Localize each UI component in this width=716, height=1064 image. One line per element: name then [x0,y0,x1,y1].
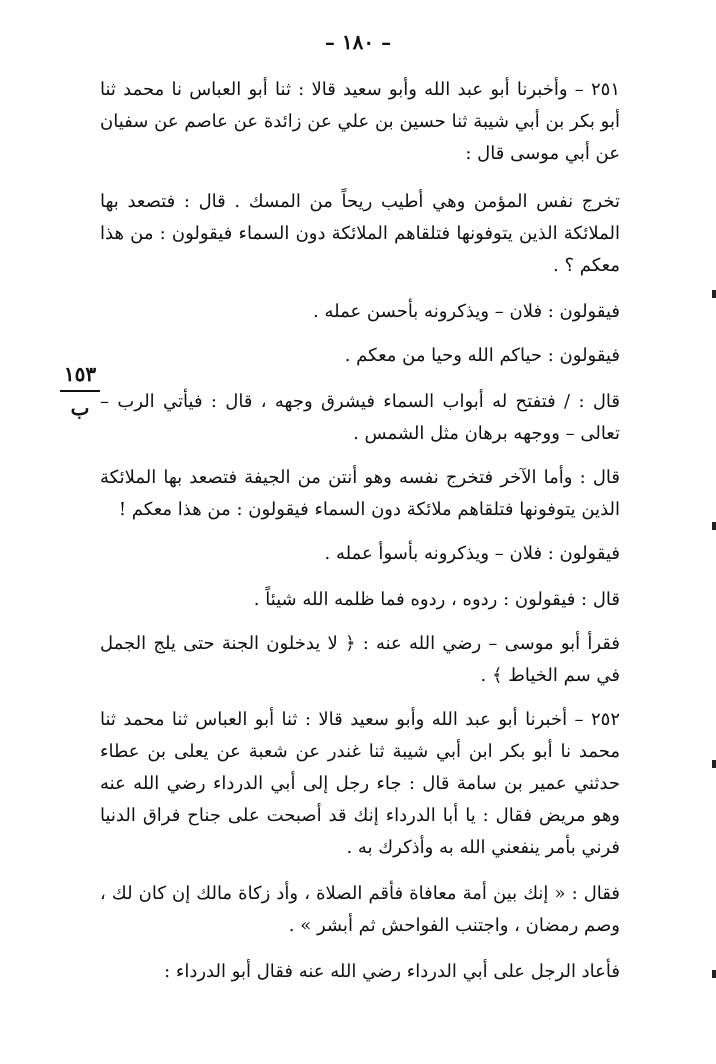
paragraph-251-isnad [100,74,620,170]
paragraph-man-repeated [100,956,620,988]
paragraph-other-soul [100,462,620,526]
paragraph: ٢٥٢ – أخبرنا أبو عبد الله وأبو سعيد قالا : ثنا أبو العباس ثنا محمد ثنا محمد نا أبو بكر ابن أبي شيبة ثنا غندر عن شعبة عن يعلى بن عطاء حدثني عمير بن سامة قال : جاء رجل إلى أبي الدرداء رضي الله عنه وهو مريض فقال : يا أبا الدرداء إنك قد أصبحت على جناح فراق الدنيا فرني بأمر ينفعني الله به وأذكرك به . [100,709,620,858]
paragraph: قال : / فتفتح له أبواب السماء فيشرق وجهه ، قال : فيأتي الرب – تعالى – ووجهه برهان مثل الشمس . [100,391,620,444]
paragraph: فيقولون : فلان – ويذكرونه بأحسن عمله . [313,301,620,322]
paragraph: قال : وأما الآخر فتخرج نفسه وهو أنتن من الجيفة فتصعد بها الملائكة الذين يتوفونها فتلقاهم ملائكة دون السماء فيقولون : من هذا معكم ! [100,467,620,520]
margin-folio-note [56,360,104,422]
paragraph: قال : فيقولون : ردوه ، ردوه فما ظلمه الله شيئاً . [253,589,620,610]
paragraph-gates-opened [100,386,620,450]
paragraph-greeting [100,340,620,372]
page-number: – ١٨٠ – [324,30,392,54]
paragraph: فيقولون : حياكم الله وحيا من معكم . [344,345,620,366]
margin-folio-divider [60,390,100,392]
scan-edge-mark [712,970,716,978]
paragraph-quran-verse [100,628,620,692]
scan-edge-mark [712,290,716,298]
paragraph-252-isnad [100,704,620,864]
paragraph-abu-darda-reply [100,878,620,942]
margin-folio-side: ب [70,396,90,420]
paragraph-good-deeds [100,296,620,328]
paragraph-believer-soul [100,186,620,282]
scan-edge-mark [712,760,716,768]
paragraph: تخرج نفس المؤمن وهي أطيب ريحاً من المسك . قال : فتصعد بها الملائكة الذين يتوفونها فتلقاهم الملائكة دون السماء فيقولون : من هذا معكم ؟ . [100,191,620,276]
paragraph-return-him [100,584,620,616]
paragraph: ٢٥١ – وأخبرنا أبو عبد الله وأبو سعيد قالا : ثنا أبو العباس نا محمد ثنا أبو بكر بن أبي شيبة ثنا حسين بن علي عن زائدة عن عاصم عن سفيان عن أبي موسى قال : [100,79,620,164]
paragraph: فقرأ أبو موسى – رضي الله عنه : ﴿ لا يدخلون الجنة حتى يلج الجمل في سم الخياط ﴾ . [100,633,620,686]
margin-folio-number: ١٥٣ [63,362,97,386]
paragraph: فقال : « إنك بين أمة معافاة فأقم الصلاة ، وأد زكاة مالك إن كان لك ، وصم رمضان ، واجتنب الفواحش ثم أبشر » . [100,883,620,936]
paragraph-bad-deeds [100,538,620,570]
paragraph: فيقولون : فلان – ويذكرونه بأسوأ عمله . [324,543,620,564]
scan-edge-mark [712,522,716,530]
paragraph: فأعاد الرجل على أبي الدرداء رضي الله عنه فقال أبو الدرداء : [164,961,620,982]
